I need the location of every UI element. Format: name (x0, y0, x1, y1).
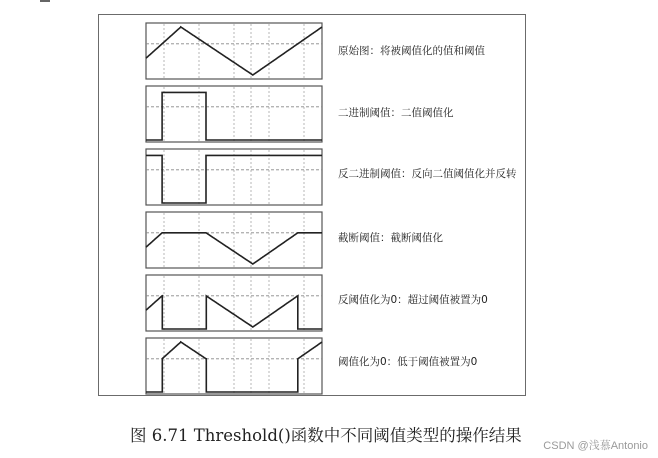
row-label-tozero-inv: 反阈值化为0：超过阈值被置为0 (338, 294, 488, 306)
panel-box (146, 275, 322, 331)
row-label-binary-inv: 反二进制阈值：反向二值阈值化并反转 (338, 168, 517, 180)
watermark: CSDN @浅慕Antonio (543, 440, 648, 452)
panel-box (146, 212, 322, 268)
panel-box (146, 23, 322, 79)
figure-caption: 图 6.71 Threshold()函数中不同阈值类型的操作结果 (130, 426, 522, 445)
panel-box (146, 149, 322, 205)
panel-box (146, 338, 322, 394)
row-label-tozero: 阈值化为0：低于阈值被置为0 (338, 356, 478, 368)
signal-original (146, 27, 322, 75)
row-label-trunc: 截断阈值：截断阈值化 (338, 232, 443, 244)
panel-box (146, 86, 322, 142)
row-label-binary: 二进制阈值：二值阈值化 (338, 107, 454, 119)
row-label-original: 原始图：将被阈值化的值和阈值 (338, 45, 485, 57)
